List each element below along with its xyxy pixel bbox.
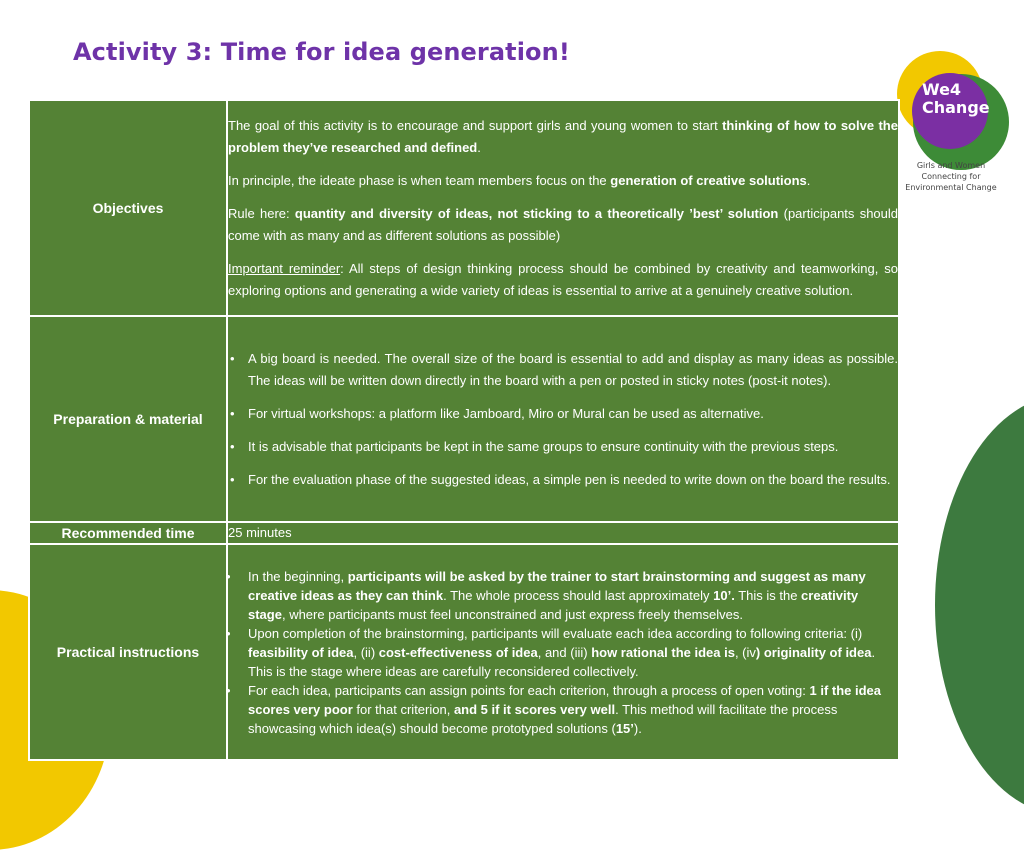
decorative-green-circle bbox=[935, 395, 1024, 815]
time-row bbox=[29, 522, 899, 544]
practical-row bbox=[29, 544, 899, 760]
preparation-content bbox=[227, 316, 899, 522]
list-item: • A big board is needed. The overall size of the board is essential to add and display as many ideas as possible. The ideas will be written down directly in the board with a pen or posted in sticky notes (post-it notes). bbox=[230, 350, 898, 388]
list-item: • Upon completion of the brainstorming, participants will evaluate each idea according to following criteria: (i) feasibility of idea, (ii) cost-effectiveness of idea, and (iii) how rational the idea is, (iv) originality of idea. This is the stage where ideas are carefully reconsidered collectively. bbox=[226, 625, 876, 679]
practical-content bbox=[227, 544, 899, 760]
list-item: • For the evaluation phase of the suggested ideas, a simple pen is needed to write down on the board the results. bbox=[230, 471, 891, 487]
objectives-label: Objectives bbox=[29, 100, 227, 316]
objectives-paragraph: Rule here: quantity and diversity of ideas, not sticking to a theoretically ’best’ solution (participants should come with as many and as different solutions as possible) bbox=[228, 205, 898, 243]
practical-list bbox=[228, 567, 894, 738]
list-item: • For virtual workshops: a platform like Jamboard, Miro or Mural can be used as alternative. bbox=[230, 405, 764, 421]
preparation-label: Preparation & material bbox=[29, 316, 227, 522]
list-item: • In the beginning, participants will be asked by the trainer to start brainstorming and suggest as many creative ideas as they can think. The whole process should last approximately 10’. This is the creativity stage, where participants must feel unconstrained and just express freely themselves. bbox=[226, 568, 866, 622]
objectives-content bbox=[227, 100, 899, 316]
list-item: • For each idea, participants can assign points for each criterion, through a process of open voting: 1 if the idea scores very poor for that criterion, and 5 if it scores very well. This method will facilitate the process showcasing which idea(s) should become prototyped solutions (15’). bbox=[226, 682, 882, 736]
slide-title: Activity 3: Time for idea generation! bbox=[73, 38, 570, 66]
preparation-list bbox=[228, 348, 898, 491]
logo-brand-text: We4 Change bbox=[922, 80, 990, 117]
preparation-row bbox=[29, 316, 899, 522]
objectives-paragraph: Important reminder: All steps of design thinking process should be combined by creativity and teamworking, so exploring options and generating a wide variety of ideas is essential to arrive at a genuinely creative solution. bbox=[228, 260, 899, 298]
activity-table bbox=[28, 99, 900, 761]
practical-label: Practical instructions bbox=[29, 544, 227, 760]
list-item: • It is advisable that participants be kept in the same groups to ensure continuity with the previous steps. bbox=[230, 438, 839, 454]
we4change-logo bbox=[895, 48, 1019, 192]
time-label: Recommended time bbox=[29, 522, 227, 544]
objectives-paragraph: In principle, the ideate phase is when team members focus on the generation of creative solutions. bbox=[228, 172, 811, 188]
objectives-paragraph: The goal of this activity is to encourage and support girls and young women to start thinking of how to solve the problem they’ve researched and defined. bbox=[228, 117, 898, 155]
time-value: 25 minutes bbox=[227, 522, 899, 544]
logo-tagline: Girls and Women Connecting for Environmental Change bbox=[905, 161, 997, 192]
objectives-row bbox=[29, 100, 899, 316]
